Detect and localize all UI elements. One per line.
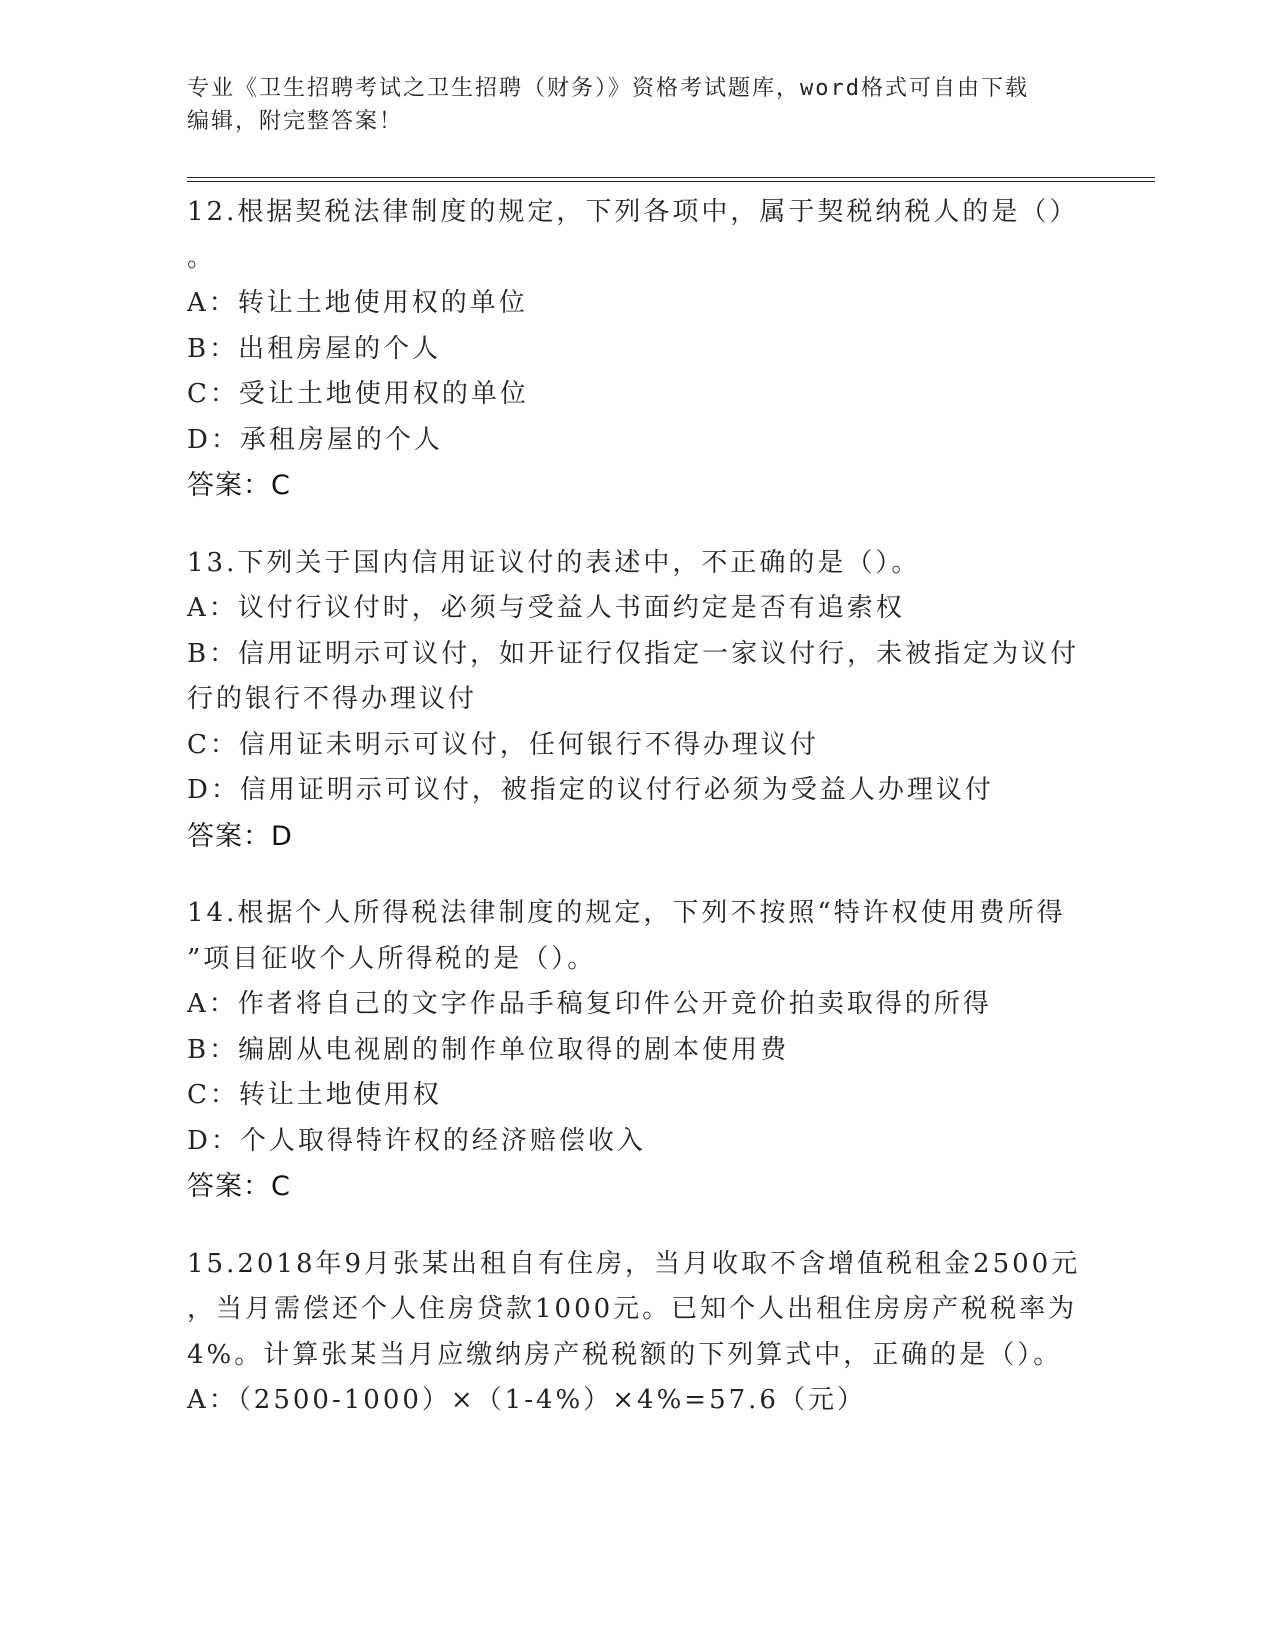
- option-d: D：个人取得特许权的经济赔偿收入: [187, 1125, 646, 1156]
- answer-label: 答案：C: [187, 1171, 291, 1202]
- header-line-2: 编辑，附完整答案！: [187, 109, 404, 134]
- option-b-continued: 行的银行不得办理议付: [187, 684, 478, 714]
- question-15: [187, 1242, 1087, 1424]
- question-stem: 。: [187, 242, 217, 273]
- question-stem: 15.2018年9月张某出租自有住房，当月收取不含增值税租金2500元: [187, 1248, 1081, 1279]
- answer-label: 答案：D: [187, 820, 293, 852]
- option-a: A：议付行议付时，必须与受益人书面约定是否有追索权: [187, 593, 905, 623]
- question-14: [187, 891, 1087, 1210]
- option-a: A：作者将自己的文字作品手稿复印件公开竞价拍卖取得的所得: [187, 989, 992, 1019]
- option-d: D：承租房屋的个人: [187, 424, 443, 455]
- question-12: [187, 190, 1087, 509]
- question-stem: 4%。计算张某当月应缴纳房产税税额的下列算式中，正确的是（）。: [187, 1339, 1063, 1370]
- answer-label: 答案：C: [187, 470, 291, 501]
- option-c: C：受让土地使用权的单位: [187, 379, 529, 409]
- question-stem: 13.下列关于国内信用证议付的表述中，不正确的是（）。: [187, 547, 921, 578]
- option-d: D：信用证明示可议付，被指定的议付行必须为受益人办理议付: [187, 775, 994, 805]
- question-list: [187, 190, 1087, 1456]
- option-a: A：（2500-1000）×（1-4%）×4%=57.6（元）: [187, 1385, 866, 1415]
- option-c: C：信用证未明示可议付，任何银行不得办理议付: [187, 729, 819, 760]
- option-b: B：编剧从电视剧的制作单位取得的剧本使用费: [187, 1034, 790, 1065]
- question-stem: 14.根据个人所得税法律制度的规定，下列不按照“特许权使用费所得: [187, 898, 1066, 928]
- option-c: C：转让土地使用权: [187, 1080, 442, 1110]
- option-b: B：出租房屋的个人: [187, 333, 442, 364]
- option-b: B：信用证明示可议付，如开证行仅指定一家议付行，未被指定为议付: [187, 638, 1080, 669]
- header-line-1: 专业《卫生招聘考试之卫生招聘（财务）》资格考试题库，word格式可自由下载: [187, 76, 1029, 101]
- option-a: A：转让土地使用权的单位: [187, 288, 528, 318]
- document-header: [187, 72, 1067, 138]
- question-stem: 12.根据契税法律制度的规定，下列各项中，属于契税纳税人的是（）: [187, 197, 1079, 227]
- question-13: [187, 541, 1087, 860]
- header-divider-bottom: [187, 181, 1155, 182]
- question-stem: ，当月需偿还个人住房贷款1000元。已知个人出租住房房产税税率为: [187, 1294, 1078, 1324]
- header-divider-top: [187, 177, 1155, 178]
- question-stem: ”项目征收个人所得税的是（）。: [187, 943, 597, 974]
